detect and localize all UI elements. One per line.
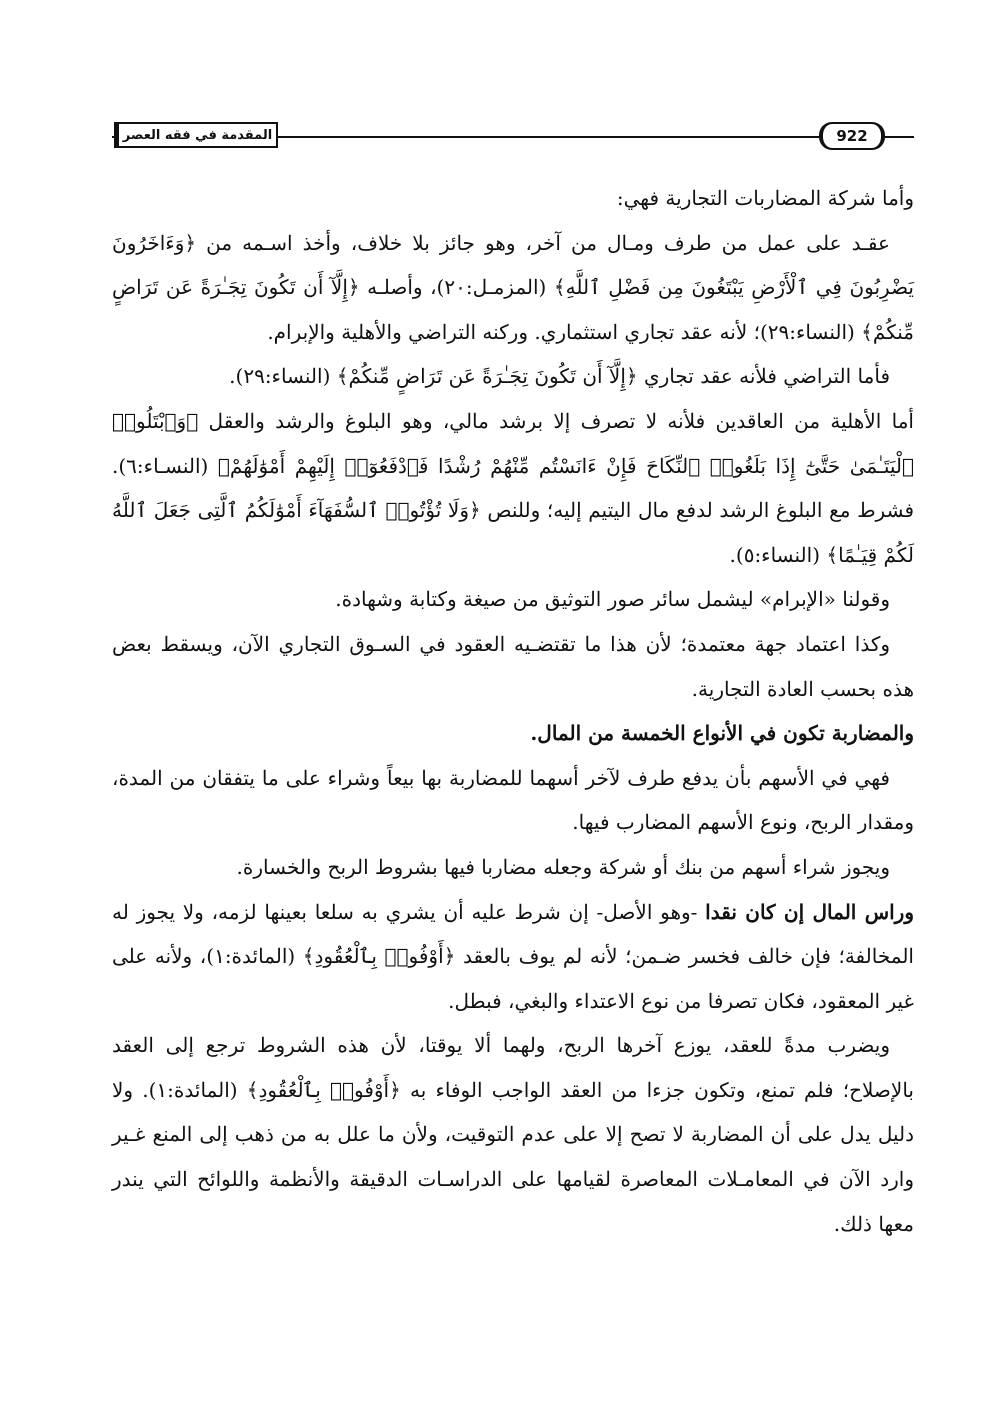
- cash-capital-lead: وراس المال إن كان نقدا: [705, 899, 914, 924]
- paragraph-intro: وأما شركة المضاربات التجارية فهي:: [616, 186, 914, 210]
- paragraph-shares: فهي في الأسهم بأن يدفع طرف لآخر أسهما للمضاربة بها بيعاً وشراء على ما يتفقان من المدة، ومقدار الربح، ونوع الأسهم المضارب فيها.: [112, 765, 914, 835]
- paragraph-buy-shares: ويجوز شراء أسهم من بنك أو شركة وجعله مضاربا فيها بشروط الربح والخسارة.: [236, 854, 890, 879]
- paragraph-capacity: أما الأهلية من العاقدين فلأنه لا تصرف إلا برشد مالي، وهو البلوغ والرشد والعقل ﴿وَٱبْتَلُوا۟ ٱلْيَتَـٰمَىٰ حَتَّىٰٓ إِذَا بَلَغُوا۟ ٱلنِّكَاحَ فَإِنْ ءَانَسْتُم مِّنْهُمْ رُشْدًا فَٱدْفَعُوٓا۟ إِلَيْهِمْ أَمْوَٰلَهُمْ﴾ (النسـاء:٦). فشرط مع البلوغ الرشد لدفع مال اليتيم إليه؛ وللنص ﴿وَلَا تُؤْتُوا۟ ٱلسُّفَهَآءَ أَمْوَٰلَكُمُ ٱلَّتِى جَعَلَ ٱللَّهُ لَكُمْ قِيَـٰمًا﴾ (النساء:٥).: [112, 408, 914, 567]
- book-title: المقدمة في فقه العصر: [114, 122, 278, 148]
- cash-capital-text: -وهو الأصل- إن شرط عليه أن يشري به سلعا بعينها لزمه، ولا يجوز له المخالفة؛ فإن خالف فخسر ضـمن؛ لأنه لم يوف بالعقد ﴿أَوْفُوا۟ بِٱلْعُقُودِ﴾ (المائدة:١)، ولأنه على غير المعقود، فكان تصرفا من نوع الاعتداء والبغي، فبطل.: [112, 899, 914, 1013]
- section-heading: والمضاربة تكون في الأنواع الخمسة من المال.: [530, 721, 914, 746]
- page-header: [112, 118, 914, 154]
- paragraph-duration: ويضرب مدةً للعقد، يوزع آخرها الربح، ولهما ألا يوقتا، لأن هذه الشروط ترجع إلى العقد بالإصلاح؛ فلم تمنع، وتكون جزءا من العقد الواجب الوفاء به ﴿أَوْفُوا۟ بِٱلْعُقُودِ﴾ (المائدة:١). ولا دليل يدل على أن المضاربة لا تصح إلا على عدم التوقيت، ولأن ما علل به من ذهب إلى المنع غـير وارد الآن في المعامـلات المعاصرة لقيامها على الدراسـات الدقيقة والأنظمة واللوائح التي يندر معها ذلك.: [112, 1033, 915, 1236]
- paragraph-cash-capital: [112, 890, 914, 1024]
- paragraph-ibram: وقولنا «الإبرام» ليشمل سائر صور التوثيق من صيغة وكتابة وشهادة.: [335, 587, 890, 612]
- paragraph-consent: فأما التراضي فلأنه عقد تجاري ﴿إِلَّآ أَن تَكُونَ تِجَـٰرَةً عَن تَرَاضٍ مِّنكُمْ﴾ (النساء:٢٩).: [229, 364, 890, 389]
- paragraph-definition: عقـد على عمل من طرف ومـال من آخر، وهو جائز بلا خلاف، وأخذ اسـمه من ﴿وَءَاخَرُونَ يَضْرِبُونَ فِي ٱلْأَرْضِ يَبْتَغُونَ مِن فَضْلِ ٱللَّهِ﴾ (المزمـل:٢٠)، وأصلـه ﴿إِلَّآ أَن تَكُونَ تِجَـٰرَةً عَن تَرَاضٍ مِّنكُمْ﴾ (النساء:٢٩)؛ لأنه عقد تجاري استثماري. وركنه التراضي والأهلية والإبرام.: [112, 230, 915, 344]
- page-body: [112, 176, 914, 1246]
- paragraph-accreditation: وكذا اعتماد جهة معتمدة؛ لأن هذا ما تقتضـيه العقود في السـوق التجاري الآن، ويسقط بعض هذه بحسب العادة التجارية.: [112, 631, 914, 701]
- page-number: 922: [819, 122, 885, 150]
